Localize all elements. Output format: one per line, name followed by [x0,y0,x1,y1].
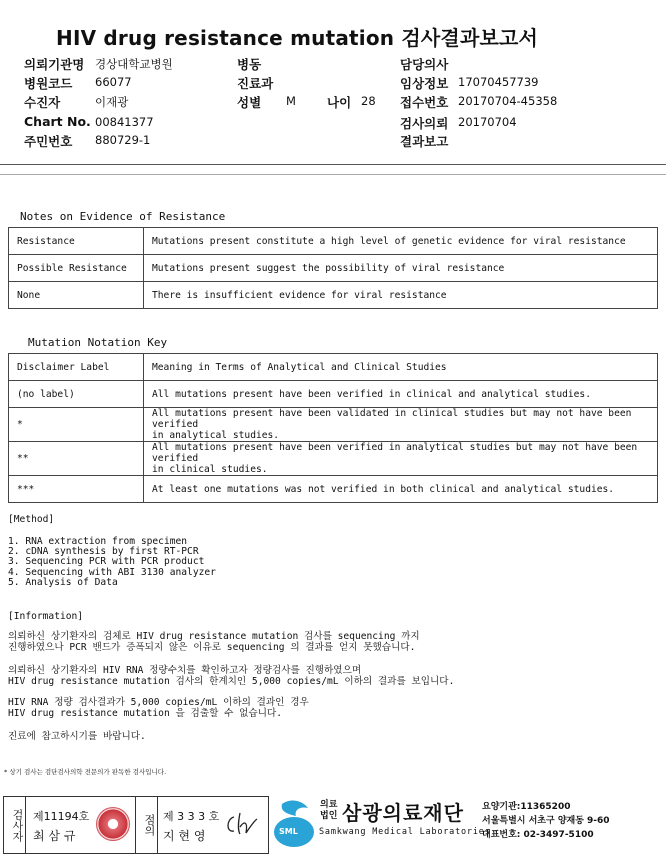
report-date-label: 결과보고 [400,134,449,149]
resident-no-value: 880729-1 [95,133,151,147]
list-item: 3. Sequencing PCR with PCR product [8,556,205,568]
org-name: 삼광의료재단 [342,801,464,825]
org-contact [482,800,610,842]
evidence-term: Resistance [9,228,144,255]
notation-meaning [144,408,658,442]
referral-org-value: 경상대학교병원 [95,57,173,71]
notation-label: (no label) [9,381,144,408]
sex-value: M [286,94,296,108]
logo-text: SML [279,827,298,836]
table-row [9,381,658,408]
organization-block [272,798,662,854]
list-item: 5. Analysis of Data [8,576,118,588]
header-divider-bottom [0,174,666,175]
notation-label: ** [9,442,144,476]
table-row [9,255,658,282]
referral-org-label: 의뢰기관명 [24,57,85,72]
information-paragraph [8,698,309,719]
notation-label: * [9,408,144,442]
evidence-desc: Mutations present constitute a high level of genetic evidence for viral resistance [144,228,658,255]
table-row [9,442,658,476]
signature-box [3,796,269,854]
information-line: HIV drug resistance mutation 을 검출할 수 없습니다. [8,707,283,719]
chart-no-label: Chart No. [24,114,91,129]
notation-meaning-line: All mutations present have been validated in clinical studies but may not have been verified [152,408,632,430]
tester-name: 최 삼 규 [33,829,76,843]
resident-no-label: 주민번호 [24,134,73,149]
notation-table [8,353,658,503]
patient-value: 이재광 [95,95,129,109]
sex-label: 성별 [237,95,262,110]
footnote: * 상기 검사는 검단검사의학 전문의가 판독한 검사입니다. [4,768,167,776]
information-line: 의뢰하신 상기환자의 HIV RNA 정량수치를 확인하고자 정량검사를 진행하였으며 [8,665,362,676]
notation-section-title: Mutation Notation Key [28,336,168,349]
patient-label: 수진자 [24,95,61,110]
chart-no-value: 00841377 [95,115,154,129]
org-prefix-top: 의료 [320,800,338,810]
table-row [9,476,658,503]
notation-meaning-line: All mutations present have been verified in analytical studies but may not have been verified [152,442,638,464]
org-prefix-bottom: 법인 [320,811,338,821]
table-row [9,408,658,442]
notation-meaning-line: All mutations present have been verified in clinical and analytical studies. [152,388,591,400]
request-date-value: 20170704 [458,115,517,129]
information-closing: 진료에 참고하시기를 바랍니다. [8,731,146,742]
list-item: 2. cDNA synthesis by first RT-PCR [8,546,199,558]
dept-label: 진료과 [237,76,274,91]
method-title: [Method] [8,514,55,525]
ward-label: 병동 [237,57,262,72]
header-info [0,52,666,152]
evidence-desc: Mutations present suggest the possibility of viral resistance [144,255,658,282]
method-list [8,537,216,588]
information-paragraph [8,666,454,687]
evidence-table [8,227,658,309]
header-divider-top [0,164,666,165]
table-row [9,228,658,255]
evidence-desc: There is insufficient evidence for viral resistance [144,282,658,309]
age-value: 28 [361,94,376,108]
information-line: 의뢰하신 상기환자의 검체로 HIV drug resistance mutation 검사를 sequencing 까지 [8,631,420,642]
notation-label: *** [9,476,144,503]
org-code: 요양기관:11365200 [482,802,571,812]
receipt-no-value: 20170704-45358 [458,94,558,108]
information-line: 진행하였으나 PCR 밴드가 증폭되지 않은 이유로 sequencing 의 결과를 얻지 못했습니다. [8,641,416,653]
seal-stamp [96,807,130,841]
tester-label: 검사자 [4,797,26,853]
table-row [9,282,658,309]
org-prefix [320,800,337,822]
org-address: 서울특별시 서초구 양재동 9-60 [482,816,610,826]
notation-header-label: Disclaimer Label [9,354,144,381]
notation-header-meaning: Meaning in Terms of Analytical and Clinical Studies [144,354,658,381]
information-line: HIV drug resistance mutation 검사의 한계치인 5,000 copies/mL 이하의 결과를 보입니다. [8,675,455,687]
age-label: 나이 [327,95,352,110]
notation-meaning [144,442,658,476]
evidence-term: None [9,282,144,309]
hospital-code-label: 병원코드 [24,76,73,91]
notation-meaning [144,381,658,408]
signature-icon [224,809,260,839]
report-title: HIV drug resistance mutation 검사결과보고서 [56,26,539,50]
notation-meaning-line: in clinical studies. [152,464,268,475]
notation-meaning-line: in analytical studies. [152,430,280,441]
evidence-term: Possible Resistance [9,255,144,282]
receipt-no-label: 접수번호 [400,95,449,110]
clinical-info-label: 임상정보 [400,76,449,91]
table-row [9,354,658,381]
org-phone: 대표번호: 02-3497-5100 [482,830,594,840]
reviewer-name: 지 현 영 [163,829,206,843]
reviewer-label: 점의 [135,797,158,853]
notation-meaning-line: At least one mutations was not verified in both clinical and analytical studies. [152,483,615,495]
list-item: 1. RNA extraction from specimen [8,536,188,547]
information-paragraph [8,632,420,653]
information-title: [Information] [8,611,84,622]
org-english-name: Samkwang Medical Laboratories [319,827,491,837]
reviewer-license: 제 3 3 3 호 [163,810,220,823]
doctor-label: 담당의사 [400,57,449,72]
clinical-info-value: 17070457739 [458,75,539,89]
sml-logo-icon [272,798,320,850]
evidence-section-title: Notes on Evidence of Resistance [20,210,226,223]
tester-license: 제11194호 [33,810,90,823]
information-line: HIV RNA 정량 검사결과가 5,000 copies/mL 이하의 결과인 경우 [8,697,309,708]
list-item: 4. Sequencing with ABI 3130 analyzer [8,566,216,578]
hospital-code-value: 66077 [95,75,132,89]
request-date-label: 검사의뢰 [400,116,449,131]
notation-meaning [144,476,658,503]
